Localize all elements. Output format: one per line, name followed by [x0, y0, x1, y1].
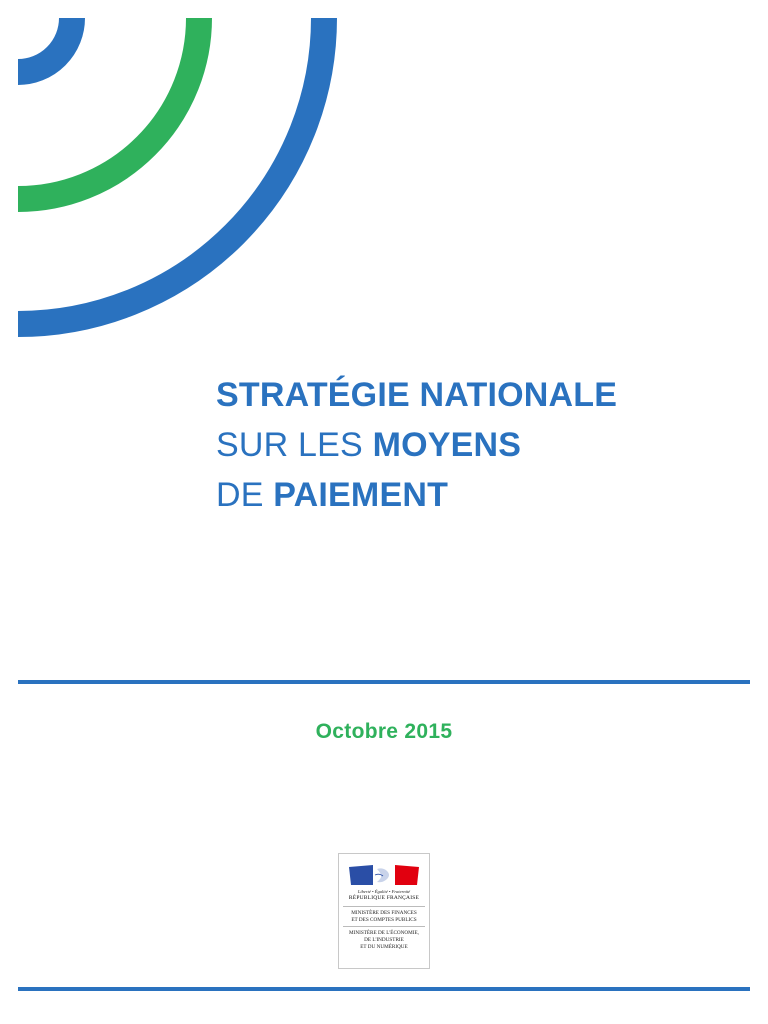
logo-motto: Liberté • Égalité • Fraternité: [357, 889, 411, 894]
ministry-economie-line-2: DE L'INDUSTRIE: [364, 937, 404, 943]
green-arc: [18, 18, 199, 199]
ministry-finances-line-2: ET DES COMPTES PUBLICS: [351, 917, 417, 923]
publication-date: Octobre 2015: [315, 720, 453, 743]
title-line-2-regular: SUR LES: [216, 426, 363, 464]
title-line-3-regular: DE: [216, 476, 264, 514]
title-line-3: [216, 470, 617, 520]
title-line-2-bold: MOYENS: [372, 426, 522, 464]
ministry-finances-line-1: MINISTÈRE DES FINANCES: [351, 910, 417, 916]
decorative-arcs: [0, 0, 400, 360]
bottom-divider: [18, 987, 750, 991]
marianne-flag-icon: [347, 863, 421, 887]
inner-blue-arc: [18, 18, 72, 72]
title-line-1: [216, 370, 617, 420]
republique-francaise-logo: [338, 853, 430, 969]
document-title: [216, 370, 617, 520]
ministry-economie-line-3: ET DU NUMÉRIQUE: [360, 944, 408, 950]
logo-republic-name: RÉPUBLIQUE FRANÇAISE: [348, 895, 420, 901]
logo-separator-1: [343, 906, 425, 907]
title-line-2: [216, 420, 617, 470]
top-divider: [18, 680, 750, 684]
title-line-3-bold: PAIEMENT: [273, 476, 449, 514]
ministry-economie-line-1: MINISTÈRE DE L'ÉCONOMIE,: [349, 930, 419, 936]
ministry-economie: [339, 930, 429, 951]
title-line-1-bold: STRATÉGIE NATIONALE: [216, 376, 618, 414]
logo-separator-2: [343, 926, 425, 927]
ministry-finances: [339, 910, 429, 924]
